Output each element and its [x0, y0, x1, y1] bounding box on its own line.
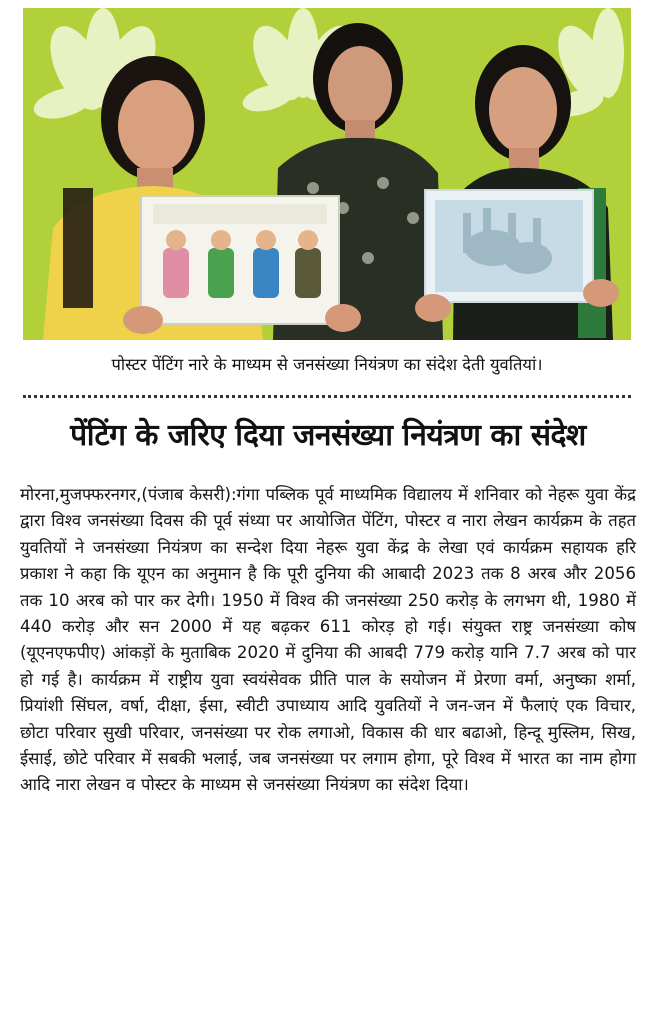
- poster-left: [141, 196, 339, 324]
- article-body: मोरना,मुजफ्फरनगर,(पंजाब केसरी):गंगा पब्लिक पूर्व माध्यमिक विद्यालय में शनिवार को नेहरू युवा केंद्र द्वारा विश्व जनसंख्या दिवस की पूर्व संध्या पर आयोजित पेंटिंग, पोस्टर व नारा लेखन कार्यक्रम के तहत युवतियों ने जनसंख्या नियंत्रण का सन्देश दिया नेहरू युवा केंद्र के लेखा एवं कार्यक्रम सहायक हरि प्रकाश ने कहा कि यूएन का अनुमान है कि पूरी दुनिया की आबादी 2023 तक 8 अरब और 2056 तक 10 अरब को पार कर देगी। 1950 में विश्व की जनसंख्या 250 करोड़ के लगभग थी, 1980 में 440 करोड़ और सन 2000 में यह बढ़कर 611 कोरड़ हो गई। संयुक्त राष्ट्र जनसंख्या कोष (यूएनएफपीए) आंकड़ों के मुताबिक 2020 में दुनिया की आबदी 779 करोड़ यानि 7.7 अरब को पार हो गई है। कार्यक्रम में राष्ट्रीय युवा स्वयंसेवक प्रीति पाल के सयोजन में प्रेरणा वर्मा, अनुष्का शर्मा, प्रियांशी सिंघल, वर्षा, दीक्षा, ईसा, स्वीटी उपाध्याय आदि युवतियों ने जन-जन में फैलाएं एक विचार, छोटा परिवार सुखी परिवार, जनसंख्या पर रोक लगाओ, विकास की धार बढाओ, हिन्दू मुस्लिम, सिख, ईसाई, छोटे परिवार में सबकी भलाई, जब जनसंख्या पर लगाम होगा, पूरे विश्व में भारत का नाम होगा आदि नारा लेखन व पोस्टर के माध्यम से जनसंख्या नियंत्रण का संदेश दिया।: [20, 485, 636, 795]
- article-photo: [23, 8, 631, 340]
- poster-right: [425, 190, 593, 302]
- separator-divider: [23, 395, 631, 398]
- photo-caption: पोस्टर पेंटिंग नारे के माध्यम से जनसंख्या नियंत्रण का संदेश देती युवतियां।: [111, 355, 543, 374]
- article-headline: पेंटिंग के जरिए दिया जनसंख्या नियंत्रण का संदेश: [70, 418, 586, 453]
